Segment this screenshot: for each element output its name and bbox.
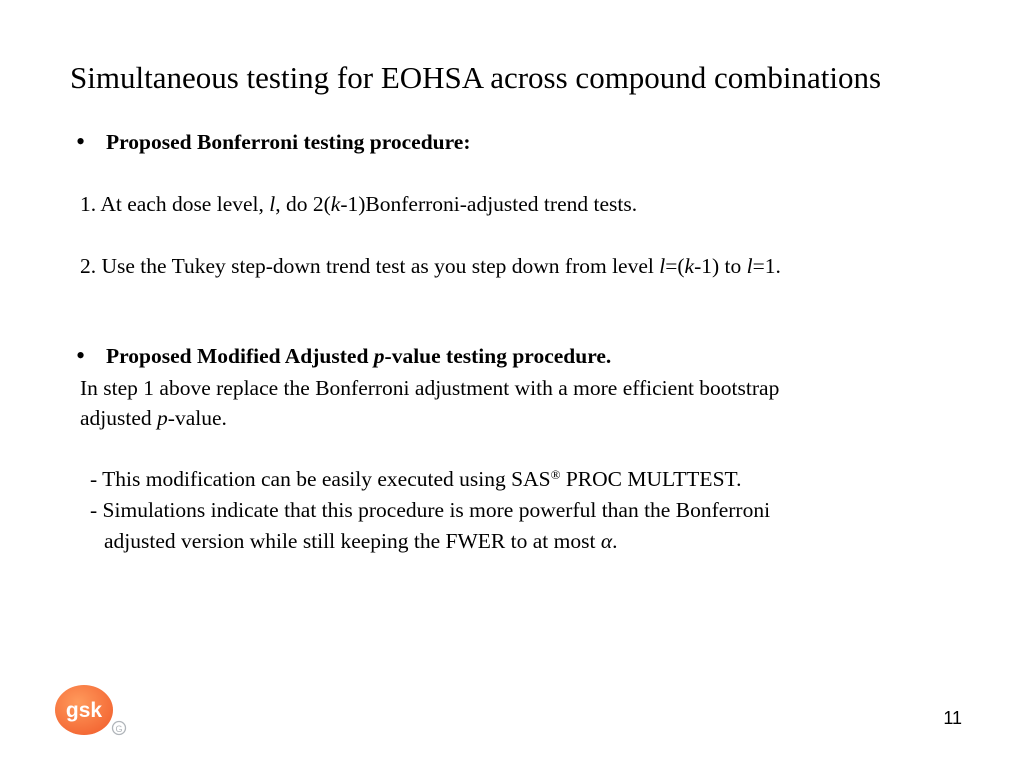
note-simulations-line-2: adjusted version while still keeping the FWER to at most α. <box>104 529 618 553</box>
note-sas: - This modification can be easily executed using SAS® PROC MULTTEST. <box>90 467 742 491</box>
slide-title: Simultaneous testing for EOHSA across compound combinations <box>70 60 882 95</box>
gsk-logo-mark: G <box>115 724 123 734</box>
note-simulations-line-1: - Simulations indicate that this procedure is more powerful than the Bonferroni <box>90 498 771 522</box>
step2-text: 2. Use the Tukey step-down trend test as you step down from level l=(k-1) to l=1. <box>80 254 781 278</box>
section2-line-2: adjusted p-value. <box>80 406 227 430</box>
bullet-2: • <box>76 341 86 370</box>
page-number: 11 <box>943 708 962 728</box>
section2-heading: Proposed Modified Adjusted p-value testing procedure. <box>106 344 612 368</box>
gsk-logo <box>54 684 134 740</box>
bullet-1: • <box>76 127 86 156</box>
section2-line-1: In step 1 above replace the Bonferroni adjustment with a more efficient bootstrap <box>80 376 780 400</box>
step1-text: 1. At each dose level, l, do 2(k-1)Bonferroni-adjusted trend tests. <box>80 192 638 216</box>
section1-heading: Proposed Bonferroni testing procedure: <box>106 130 471 154</box>
gsk-logo-text: gsk <box>65 699 103 722</box>
